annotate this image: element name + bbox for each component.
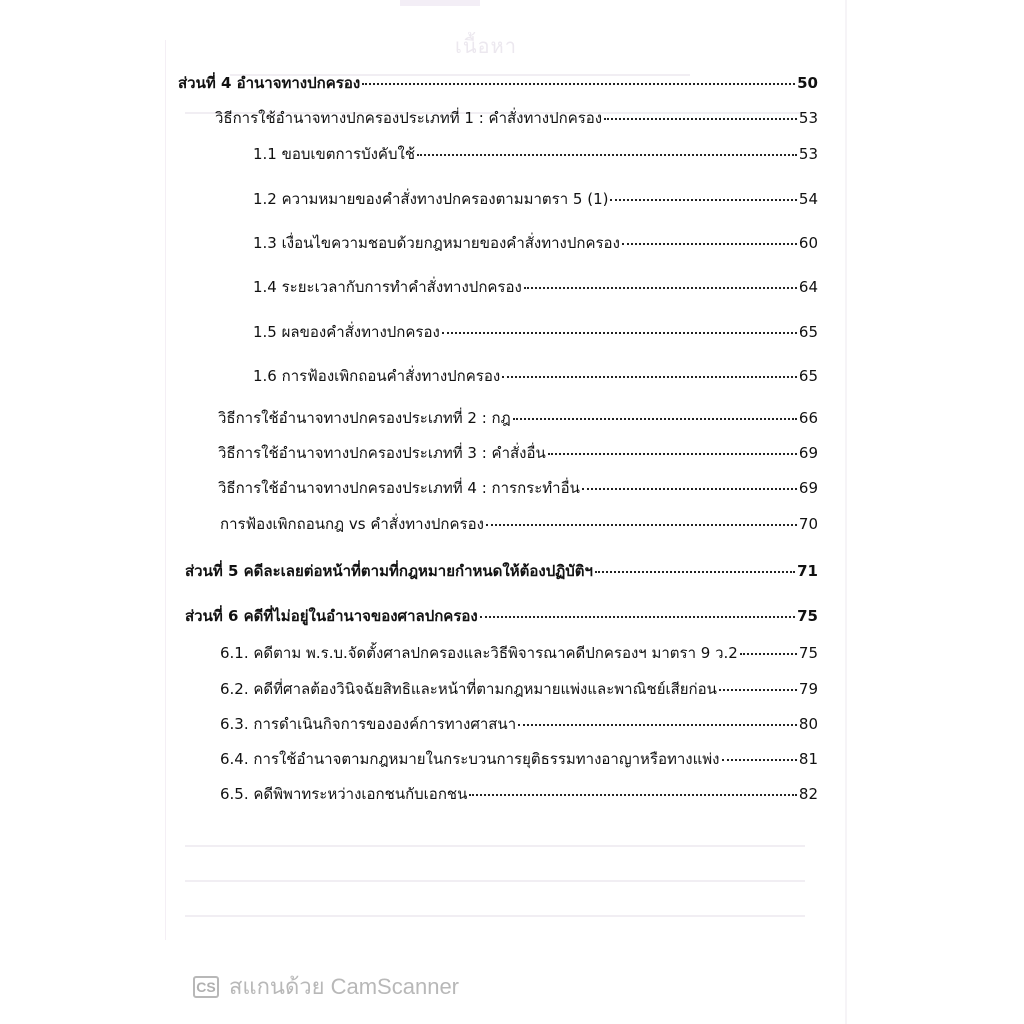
toc-entry-title: 1.2 ความหมายของคำสั่งทางปกครองตามมาตรา 5 (1) xyxy=(253,190,609,208)
toc-entry[interactable] xyxy=(215,108,818,128)
bleed-through-line xyxy=(185,880,805,882)
toc-entry-page: 71 xyxy=(797,562,818,580)
dot-leader xyxy=(719,677,797,691)
toc-entry-title: 1.6 การฟ้องเพิกถอนคำสั่งทางปกครอง xyxy=(253,367,501,385)
toc-entry[interactable] xyxy=(253,233,818,253)
toc-entry-page: 80 xyxy=(798,715,818,733)
toc-entry-part-4[interactable] xyxy=(178,73,818,93)
dot-leader xyxy=(740,641,797,655)
dot-leader xyxy=(582,476,797,490)
dot-leader xyxy=(548,441,797,455)
toc-entry[interactable] xyxy=(220,679,818,699)
dot-leader xyxy=(362,71,795,85)
toc-entry-title: 1.3 เงื่อนไขความชอบด้วยกฎหมายของคำสั่งทางปกครอง xyxy=(253,234,620,252)
dot-leader xyxy=(513,406,797,420)
toc-entry-title: 6.5. คดีพิพาทระหว่างเอกชนกับเอกชน xyxy=(220,785,468,803)
bleed-through-header: เนื้อหา xyxy=(455,34,517,58)
toc-entry-page: 79 xyxy=(798,680,818,698)
dot-leader xyxy=(595,559,795,573)
toc-entry[interactable] xyxy=(220,643,818,663)
toc-entry[interactable] xyxy=(218,408,818,428)
toc-entry[interactable] xyxy=(220,514,818,534)
page-edge-right xyxy=(845,0,847,1024)
toc-entry-title: 1.5 ผลของคำสั่งทางปกครอง xyxy=(253,323,440,341)
camscanner-watermark xyxy=(193,969,459,1004)
toc-entry-title: 6.2. คดีที่ศาลต้องวินิจฉัยสิทธิและหน้าที่ตามกฎหมายแพ่งและพาณิชย์เสียก่อน xyxy=(220,680,717,698)
toc-entry-page: 53 xyxy=(798,109,818,127)
toc-entry-title: 1.1 ขอบเขตการบังคับใช้ xyxy=(253,145,415,163)
dot-leader xyxy=(604,106,797,120)
toc-entry-part-5[interactable] xyxy=(185,561,818,581)
toc-entry-page: 82 xyxy=(798,785,818,803)
dot-leader xyxy=(480,604,795,618)
toc-entry-page: 81 xyxy=(798,750,818,768)
toc-entry-title: 6.3. การดำเนินกิจการขององค์การทางศาสนา xyxy=(220,715,517,733)
toc-entry-page: 60 xyxy=(798,234,818,252)
toc-entry-title: ส่วนที่ 5 คดีละเลยต่อหน้าที่ตามที่กฎหมายกำหนดให้ต้องปฏิบัติฯ xyxy=(185,562,593,580)
toc-entry-title: ส่วนที่ 6 คดีที่ไม่อยู่ในอำนาจของศาลปกครอง xyxy=(185,607,478,625)
toc-entry-title: 6.1. คดีตาม พ.ร.บ.จัดตั้งศาลปกครองและวิธีพิจารณาคดีปกครองฯ มาตรา 9 ว.2 xyxy=(220,644,738,662)
dot-leader xyxy=(518,712,797,726)
dot-leader xyxy=(524,275,797,289)
dot-leader xyxy=(417,142,797,156)
toc-entry-page: 75 xyxy=(797,607,818,625)
toc-entry-page: 69 xyxy=(798,444,818,462)
bleed-through-line xyxy=(185,845,805,847)
toc-entry[interactable] xyxy=(253,189,818,209)
toc-entry-page: 53 xyxy=(798,145,818,163)
toc-entry-title: 6.4. การใช้อำนาจตามกฎหมายในกระบวนการยุติธรรมทางอาญาหรือทางแพ่ง xyxy=(220,750,720,768)
toc-entry-page: 66 xyxy=(798,409,818,427)
toc-entry-page: 69 xyxy=(798,479,818,497)
toc-entry-page: 54 xyxy=(798,190,818,208)
toc-entry[interactable] xyxy=(218,443,818,463)
toc-entry-page: 64 xyxy=(798,278,818,296)
toc-entry[interactable] xyxy=(253,277,818,297)
toc-entry-page: 65 xyxy=(798,323,818,341)
bleed-through-line xyxy=(185,915,805,917)
toc-entry-page: 70 xyxy=(798,515,818,533)
toc-entry[interactable] xyxy=(218,478,818,498)
dot-leader xyxy=(610,187,796,201)
toc-entry[interactable] xyxy=(220,714,818,734)
dot-leader xyxy=(622,231,797,245)
camscanner-logo-icon: CS xyxy=(193,976,219,998)
toc-entry-page: 75 xyxy=(798,644,818,662)
dot-leader xyxy=(502,364,797,378)
toc-entry-title: วิธีการใช้อำนาจทางปกครองประเภทที่ 2 : กฎ xyxy=(218,409,511,427)
dot-leader xyxy=(442,320,797,334)
toc-entry-title: ส่วนที่ 4 อำนาจทางปกครอง xyxy=(178,74,361,92)
page-edge-left xyxy=(165,40,166,940)
toc-entry-title: วิธีการใช้อำนาจทางปกครองประเภทที่ 4 : การกระทำอื่น xyxy=(218,479,580,497)
bleed-through-mark xyxy=(400,0,480,6)
toc-entry[interactable] xyxy=(220,749,818,769)
dot-leader xyxy=(486,512,797,526)
toc-entry-page: 65 xyxy=(798,367,818,385)
toc-entry[interactable] xyxy=(253,322,818,342)
dot-leader xyxy=(469,782,797,796)
dot-leader xyxy=(722,747,797,761)
toc-entry-title: การฟ้องเพิกถอนกฎ vs คำสั่งทางปกครอง xyxy=(220,515,484,533)
toc-entry-part-6[interactable] xyxy=(185,606,818,626)
toc-entry[interactable] xyxy=(253,366,818,386)
toc-entry-title: วิธีการใช้อำนาจทางปกครองประเภทที่ 1 : คำสั่งทางปกครอง xyxy=(215,109,603,127)
toc-entry-title: วิธีการใช้อำนาจทางปกครองประเภทที่ 3 : คำสั่งอื่น xyxy=(218,444,546,462)
watermark-text: สแกนด้วย CamScanner xyxy=(229,974,460,999)
toc-entry[interactable] xyxy=(253,144,818,164)
toc-entry[interactable] xyxy=(220,784,818,804)
toc-entry-title: 1.4 ระยะเวลากับการทำคำสั่งทางปกครอง xyxy=(253,278,522,296)
toc-entry-page: 50 xyxy=(797,74,818,92)
